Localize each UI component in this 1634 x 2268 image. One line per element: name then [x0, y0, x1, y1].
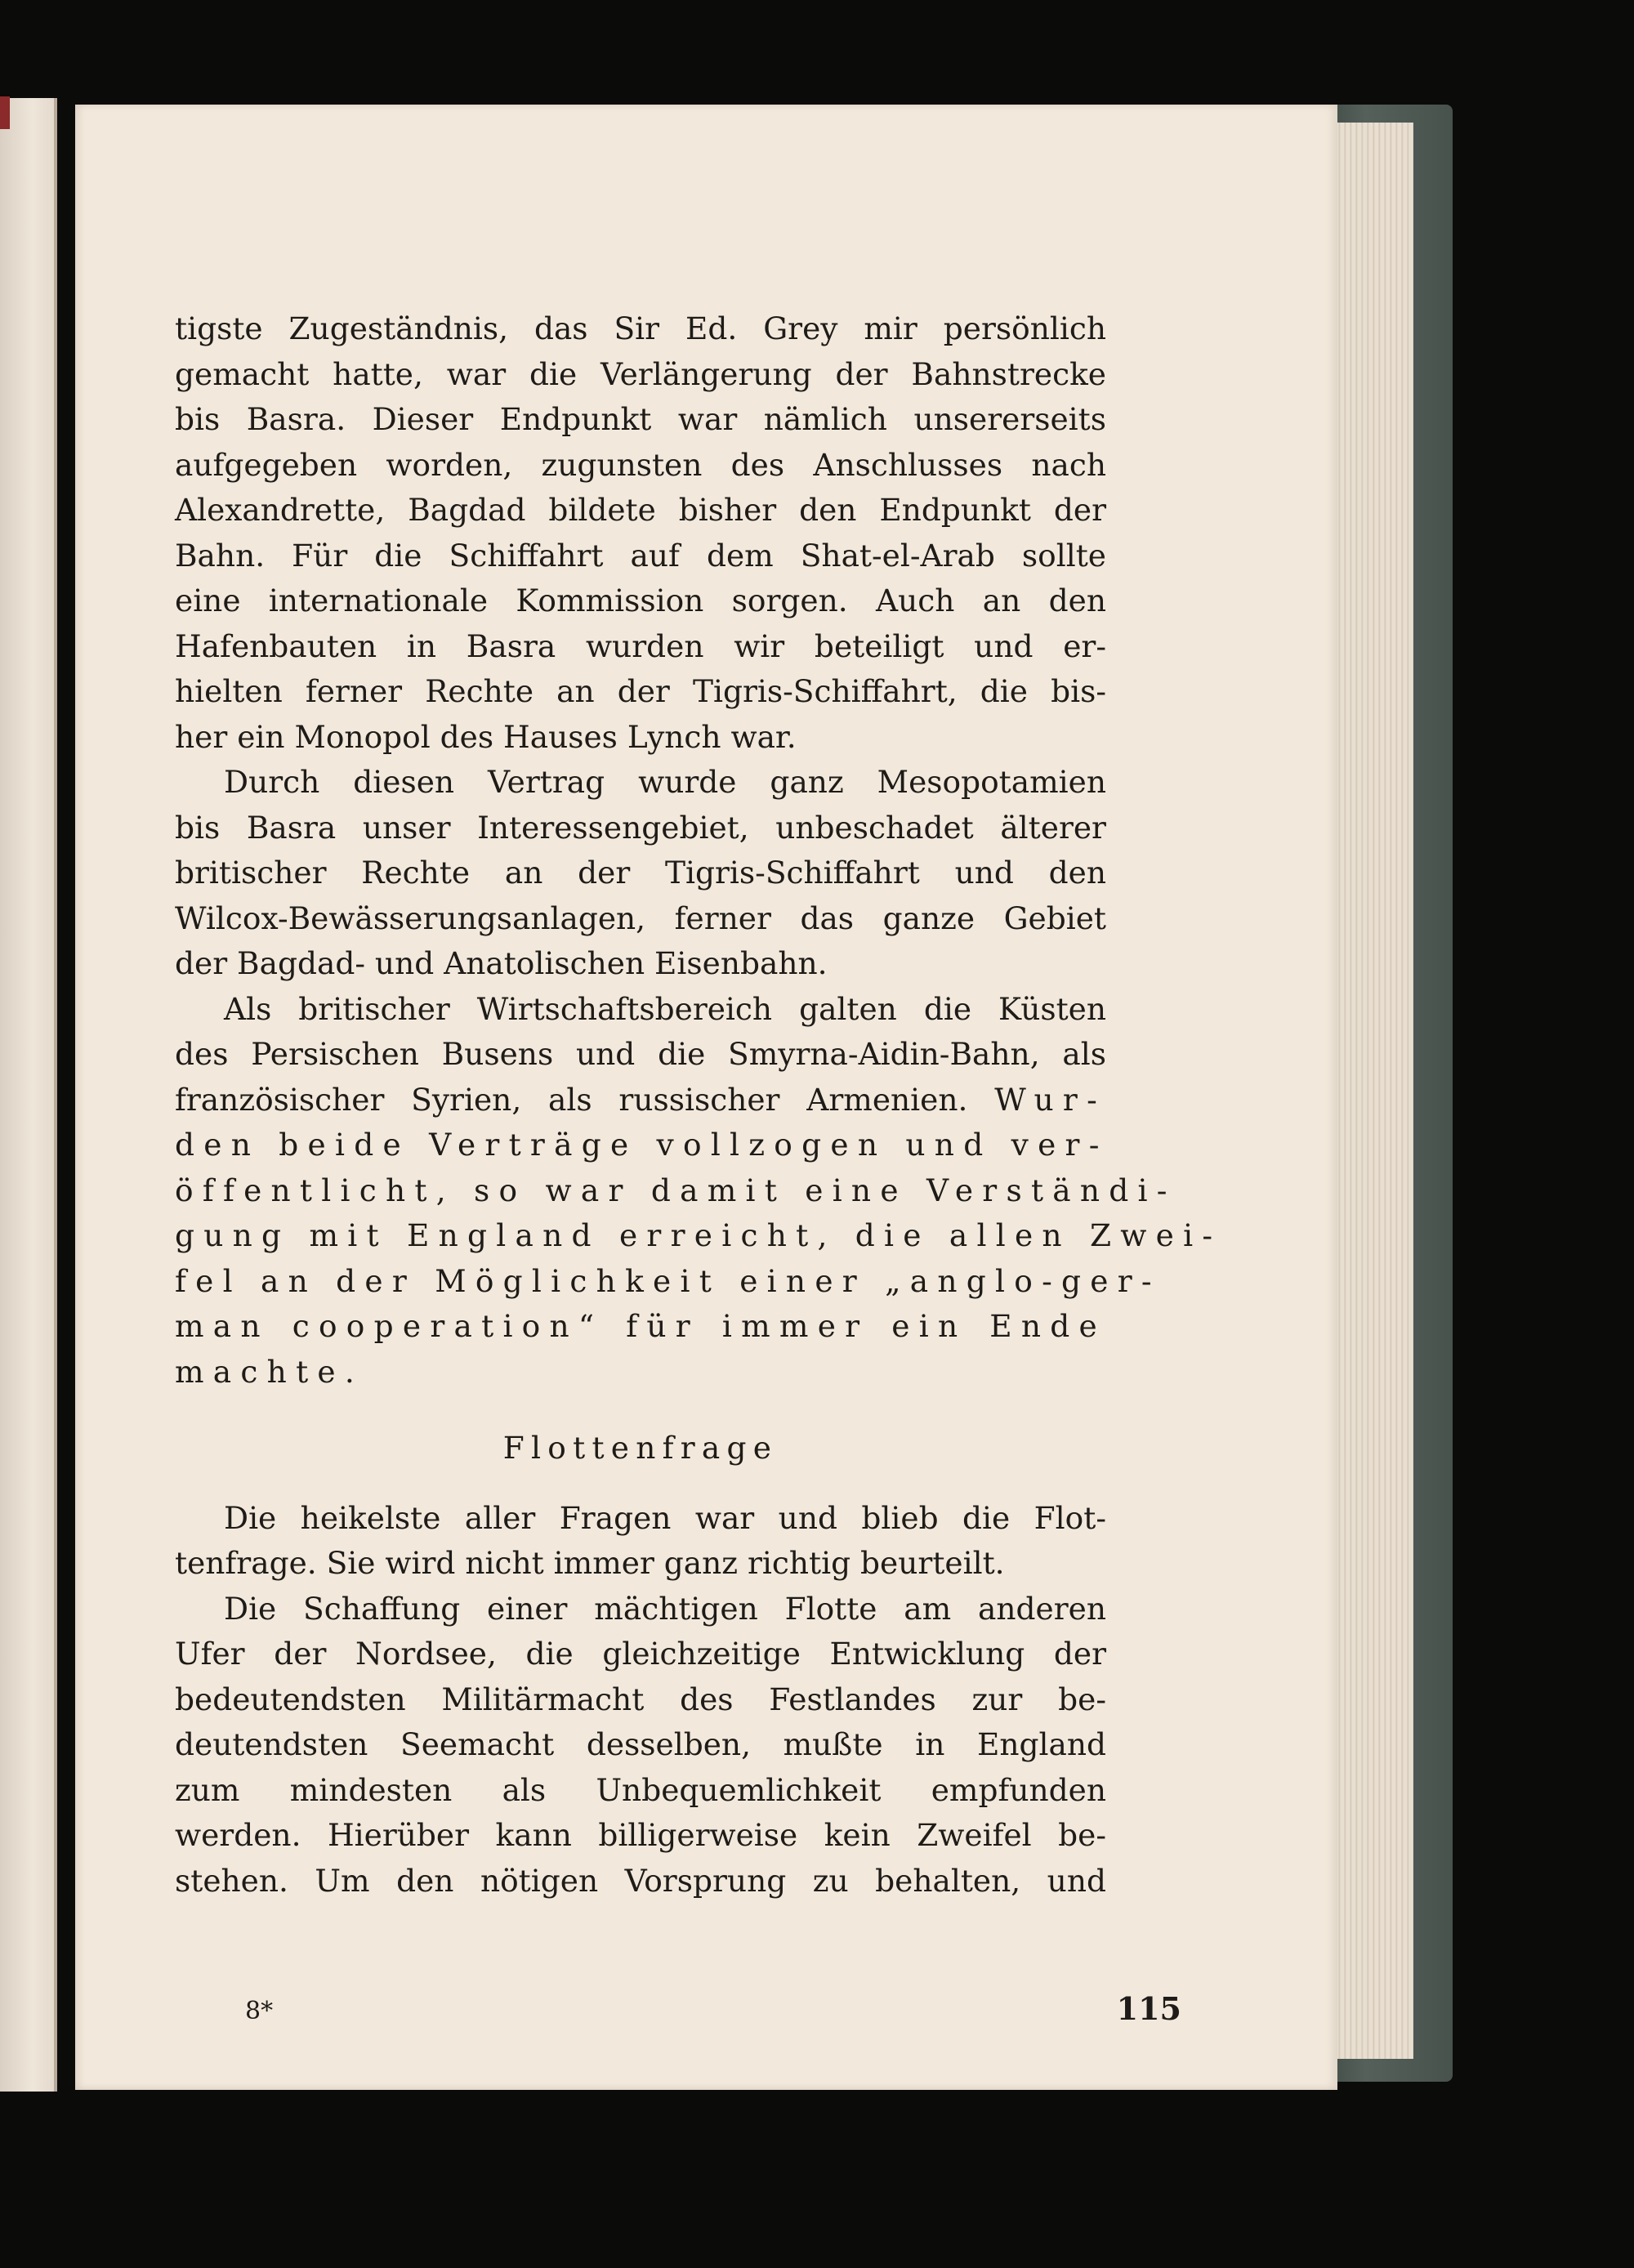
text-line: zum mindesten als Unbequemlichkeit empfunden [175, 1771, 1106, 1808]
emphasized-text-line: man cooperation“ für immer ein Ende [175, 1308, 1106, 1344]
page-footer [175, 1990, 1181, 2039]
text-line: Hafenbauten in Basra wurden wir beteiligt und er- [175, 627, 1106, 664]
emphasized-text-line: öffentlicht, so war damit eine Verständi- [175, 1172, 1176, 1208]
left-facing-page [0, 98, 57, 2092]
paragraph-5 [175, 1587, 1106, 1904]
emphasized-text-line: gung mit England erreicht, die allen Zwei- [175, 1217, 1222, 1253]
paragraph-4 [175, 1496, 1106, 1587]
text-line [175, 1078, 1106, 1123]
text-line: britischer Rechte an der Tigris-Schiffahrt und den [175, 855, 1106, 891]
text-line: hielten ferner Rechte an der Tigris-Schiffahrt, die bis- [175, 673, 1106, 709]
text-line: Ufer der Nordsee, die gleichzeitige Entwicklung der [175, 1636, 1106, 1672]
text-line: deutendsten Seemacht desselben, mußte in England [175, 1726, 1106, 1762]
text-line: Alexandrette, Bagdad bildete bisher den Endpunkt der [175, 492, 1106, 528]
text-line: der Bagdad- und Anatolischen Eisenbahn. [175, 945, 828, 981]
page-number: 115 [1116, 1990, 1181, 2027]
emphasized-text-line: fel an der Möglichkeit einer „anglo-ger- [175, 1262, 1161, 1299]
text-line: bis Basra. Dieser Endpunkt war nämlich unsererseits [175, 401, 1106, 437]
text-line: Die heikelste aller Fragen war und blieb die Flot- [224, 1499, 1106, 1536]
text-line: tigste Zugeständnis, das Sir Ed. Grey mir persönlich [175, 310, 1106, 346]
text-line: stehen. Um den nötigen Vorsprung zu behalten, und [175, 1862, 1106, 1899]
text-line: Bahn. Für die Schiffahrt auf dem Shat-el-Arab sollte [175, 537, 1106, 574]
text-line: Die Schaffung einer mächtigen Flotte am anderen [224, 1590, 1106, 1627]
emphasized-text-line: machte. [175, 1353, 364, 1390]
text-line: tenfrage. Sie wird nicht immer ganz richtig beurteilt. [175, 1545, 1005, 1581]
paragraph-2 [175, 760, 1106, 987]
text-line: aufgegeben worden, zugunsten des Anschlusses nach [175, 446, 1106, 483]
text-line: gemacht hatte, war die Verlängerung der Bahnstrecke [175, 355, 1106, 392]
text-line: her ein Monopol des Hauses Lynch war. [175, 718, 797, 755]
text-line: bedeutendsten Militärmacht des Festlandes zur be- [175, 1681, 1106, 1717]
left-cover-edge [0, 96, 10, 129]
signature-mark: 8* [245, 1997, 274, 2025]
body-text [175, 306, 1222, 1904]
section-heading: Flottenfrage [502, 1430, 779, 1466]
book-page [75, 105, 1337, 2090]
paragraph-1 [175, 306, 1106, 760]
text-fragment: französischer Syrien, als russischer Armenien. [175, 1081, 968, 1118]
text-line: bis Basra unser Interessengebiet, unbeschadet älterer [175, 809, 1106, 846]
emphasized-text: Wur- [994, 1081, 1107, 1118]
text-line: Als britischer Wirtschaftsbereich galten die Küsten [224, 990, 1106, 1027]
text-line: des Persischen Busens und die Smyrna-Aidin-Bahn, als [175, 1036, 1106, 1072]
text-line: Durch diesen Vertrag wurde ganz Mesopotamien [224, 764, 1106, 800]
text-line: werden. Hierüber kann billigerweise kein Zweifel be- [175, 1817, 1106, 1853]
text-line: eine internationale Kommission sorgen. Auch an den [175, 583, 1106, 618]
text-line: Wilcox-Bewässerungsanlagen, ferner das ganze Gebiet [175, 900, 1106, 936]
paragraph-3 [175, 987, 1222, 1395]
emphasized-text-line: den beide Verträge vollzogen und ver- [175, 1127, 1109, 1163]
